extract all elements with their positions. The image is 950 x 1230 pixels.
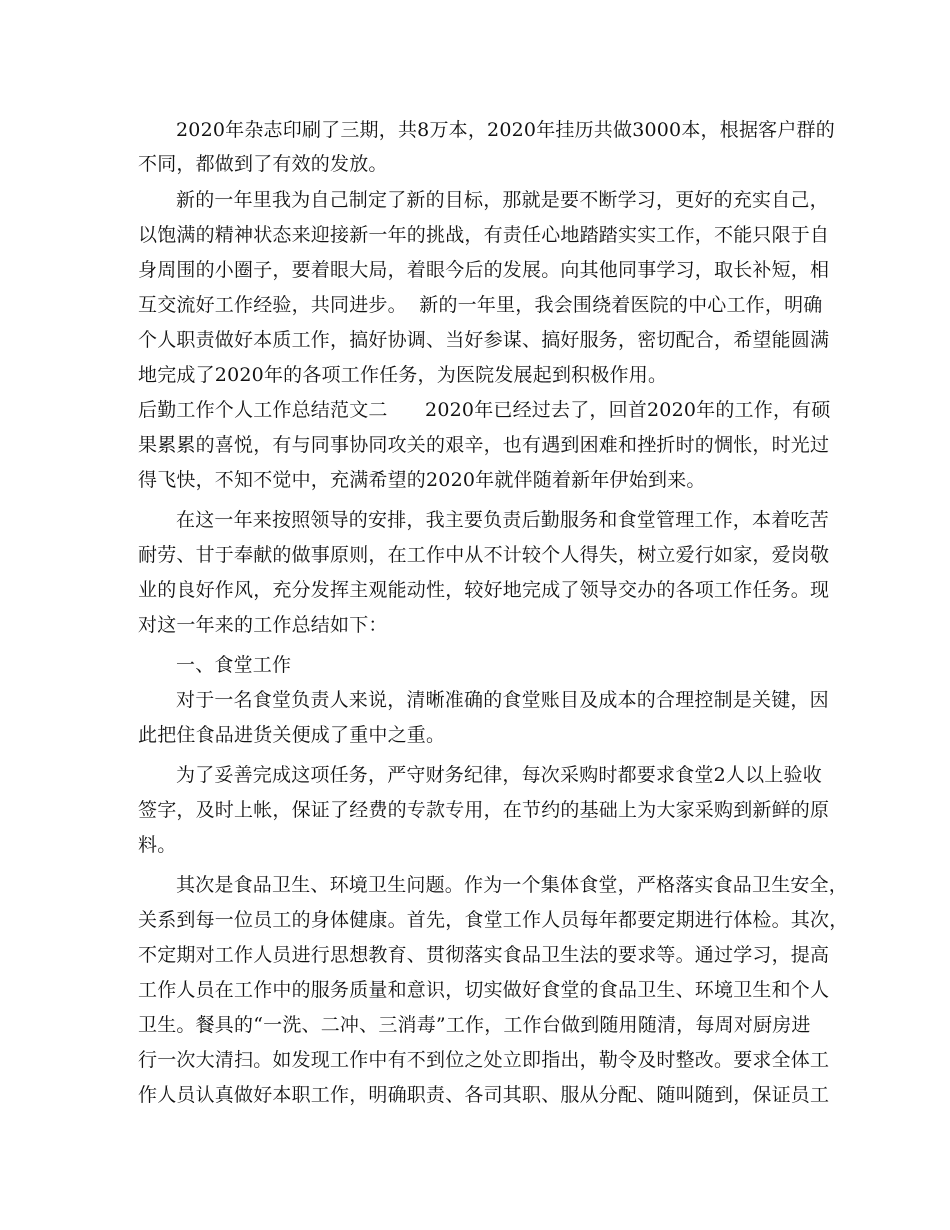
text-line: 地完成了2020年的各项工作任务，为医院发展起到积极作用。 (138, 364, 668, 386)
text-line: 在这一年来按照领导的安排，我主要负责后勤服务和食堂管理工作，本着吃苦 (176, 509, 829, 531)
text-line: 对于一名食堂负责人来说，清晰准确的食堂账目及成本的合理控制是关键，因 (176, 689, 829, 711)
text-line: 互交流好工作经验，共同进步。 新的一年里，我会围绕着医院的中心工作，明确 (138, 294, 823, 316)
text-line: 签字，及时上帐，保证了经费的专款专用，在节约的基础上为大家采购到新鲜的原 (138, 799, 830, 821)
text-line: 不同，都做到了有效的发放。 (138, 153, 388, 175)
text-line: 个人职责做好本质工作，搞好协调、当好参谋、搞好服务，密切配合，希望能圆满 (138, 329, 830, 351)
text-line: 2020年杂志印刷了三期，共8万本，2020年挂历共做3000本，根据客户群的 (176, 119, 835, 141)
text-line: 对这一年来的工作总结如下： (138, 614, 388, 636)
text-line: 耐劳、甘于奉献的做事原则，在工作中从不计较个人得失，树立爱行如家，爱岗敬 (138, 544, 830, 566)
section-heading: 一、食堂工作 (176, 654, 292, 676)
text-line: 卫生。餐具的“一洗、二冲、三消毒”工作，工作台做到随用随清，每周对厨房进 (138, 1014, 811, 1036)
text-line: 其次是食品卫生、环境卫生问题。作为一个集体食堂，严格落实食品卫生安全， (176, 874, 849, 896)
text-line: 此把住食品进货关便成了重中之重。 (138, 724, 446, 746)
text-line: 料。 (138, 834, 177, 856)
text-line: 业的良好作风，充分发挥主观能动性，较好地完成了领导交办的各项工作任务。现 (138, 579, 830, 601)
text-line: 身周围的小圈子，要着眼大局，着眼今后的发展。向其他同事学习，取长补短，相 (138, 259, 830, 281)
text-line: 新的一年里我为自己制定了新的目标，那就是要不断学习，更好的充实自己， (176, 189, 829, 211)
text-line: 以饱满的精神状态来迎接新一年的挑战，有责任心地踏踏实实工作，不能只限于自 (138, 224, 830, 246)
text-line: 关系到每一位员工的身体健康。首先，食堂工作人员每年都要定期进行体检。其次， (138, 909, 849, 931)
text-line: 后勤工作个人工作总结范文二 2020年已经过去了，回首2020年的工作，有硕 (138, 399, 831, 421)
text-line: 作人员认真做好本职工作，明确职责、各司其职、服从分配、随叫随到，保证员工 (138, 1084, 830, 1106)
text-line: 行一次大清扫。如发现工作中有不到位之处立即指出，勒令及时整改。要求全体工 (138, 1049, 830, 1071)
text-line: 工作人员在工作中的服务质量和意识，切实做好食堂的食品卫生、环境卫生和个人 (138, 979, 830, 1001)
text-line: 为了妥善完成这项任务，严守财务纪律，每次采购时都要求食堂2人以上验收 (176, 764, 822, 786)
text-line: 不定期对工作人员进行思想教育、贯彻落实食品卫生法的要求等。通过学习，提高 (138, 944, 830, 966)
text-line: 果累累的喜悦，有与同事协同攻关的艰辛，也有遇到困难和挫折时的惆怅，时光过 (138, 434, 830, 456)
text-line: 得飞快，不知不觉中，充满希望的2020年就伴随着新年伊始到来。 (138, 469, 706, 491)
